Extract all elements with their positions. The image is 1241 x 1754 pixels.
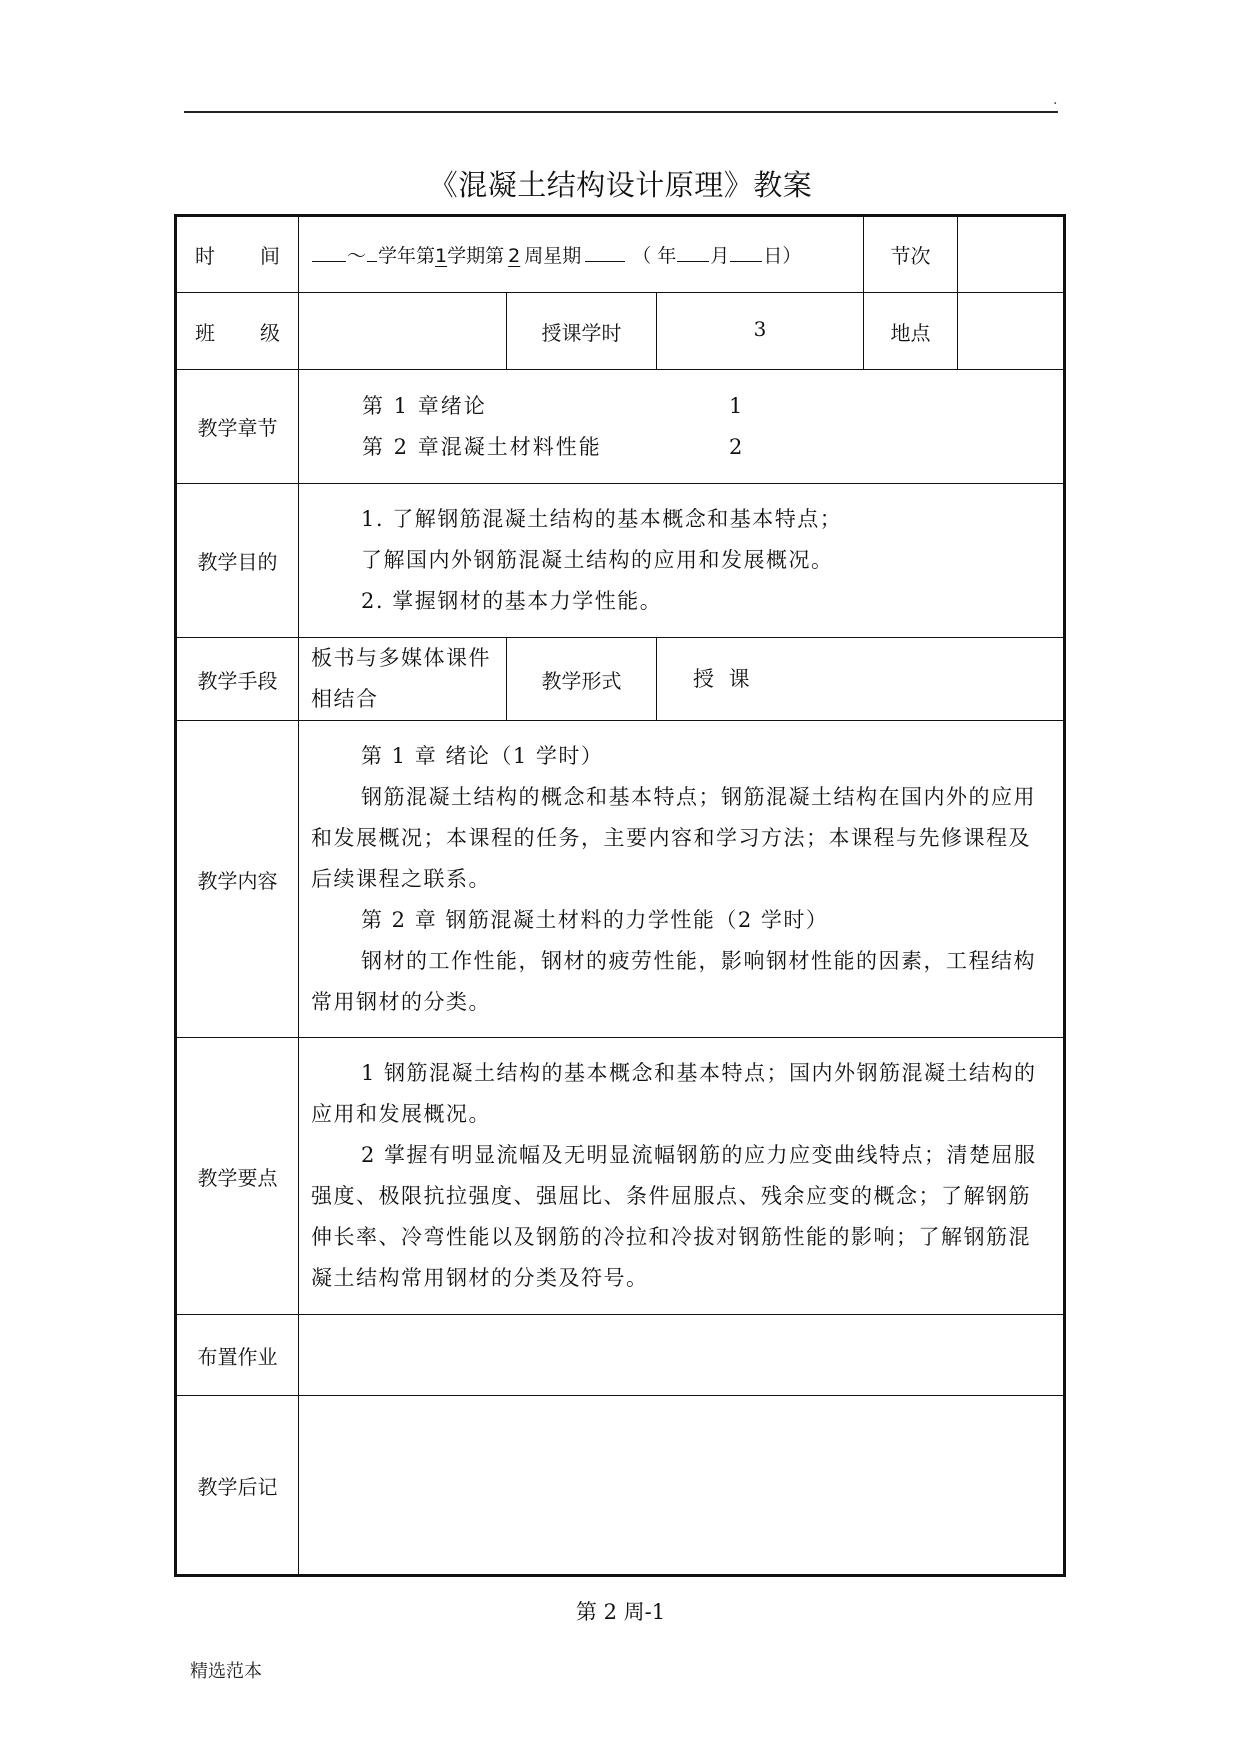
year-sep: ～	[347, 245, 367, 267]
form-text: 授 课	[693, 666, 754, 691]
goal-line: 1. 了解钢筋混凝土结构的基本概念和基本特点；	[361, 507, 843, 531]
class-value[interactable]	[299, 293, 507, 370]
chapters-value[interactable]	[299, 370, 1065, 484]
content-value[interactable]	[299, 721, 1065, 1038]
chapter-item	[299, 427, 1063, 468]
goal-line: 了解国内外钢筋混凝土结构的应用和发展概况。	[361, 548, 834, 572]
place-label: 地点	[864, 293, 958, 370]
time-label: 时 间	[176, 216, 299, 293]
row-homework	[176, 1315, 1065, 1396]
section-value[interactable]	[958, 216, 1065, 293]
year-start-blank	[312, 247, 346, 262]
homework-label: 布置作业	[176, 1315, 299, 1396]
notes-value[interactable]	[299, 1396, 1065, 1576]
row-content	[176, 721, 1065, 1038]
content-paragraph: 第 1 章 绪论（1 学时）	[361, 743, 604, 768]
goal-line: 2. 掌握钢材的基本力学性能。	[361, 589, 663, 613]
notes-label: 教学后记	[176, 1396, 299, 1576]
time-t6: 日）	[763, 245, 802, 267]
month-blank	[677, 247, 709, 262]
week-value: 2	[508, 245, 521, 267]
term-value: 1	[435, 245, 448, 267]
form-label: 教学形式	[507, 638, 657, 721]
chapter-title: 第 1 章绪论	[362, 393, 487, 418]
chapter-item	[299, 386, 1063, 427]
means-value[interactable]	[299, 638, 507, 721]
weekday-blank	[585, 247, 625, 262]
hours-label: 授课学时	[507, 293, 657, 370]
row-chapters	[176, 370, 1065, 484]
day-blank	[730, 247, 762, 262]
goals-value[interactable]	[299, 484, 1065, 638]
content-paragraph: 第 2 章 钢筋混凝土材料的力学性能（2 学时）	[361, 907, 829, 932]
time-t1: 学年第	[378, 245, 436, 267]
chapters-label: 教学章节	[176, 370, 299, 484]
content-paragraph: 钢筋混凝土结构的概念和基本特点；钢筋混凝土结构在国内外的应用和发展概况；本课程的任务，主要内容和学习方法；本课程与先修课程及后续课程之联系。	[311, 784, 1036, 891]
time-value[interactable]	[299, 216, 864, 293]
corner-note: 精选范本	[190, 1661, 262, 1682]
hours-value[interactable]: 3	[657, 293, 864, 370]
means-label: 教学手段	[176, 638, 299, 721]
row-keypoints	[176, 1038, 1065, 1315]
keypoints-label: 教学要点	[176, 1038, 299, 1315]
place-value[interactable]	[958, 293, 1065, 370]
time-t4: （ 年	[632, 245, 677, 267]
form-value[interactable]	[657, 638, 1065, 721]
row-goals	[176, 484, 1065, 638]
chapter-title: 第 2 章混凝土材料性能	[362, 434, 602, 459]
row-notes	[176, 1396, 1065, 1576]
header-rule	[184, 111, 1058, 113]
content-label: 教学内容	[176, 721, 299, 1038]
content-paragraph: 钢材的工作性能，钢材的疲劳性能，影响钢材性能的因素，工程结构常用钢材的分类。	[311, 948, 1036, 1014]
goals-label: 教学目的	[176, 484, 299, 638]
time-t2: 学期第	[447, 245, 505, 267]
keypoint-paragraph: 1 钢筋混凝土结构的基本概念和基本特点；国内外钢筋混凝土结构的应用和发展概况。	[311, 1061, 1037, 1126]
time-t3: 周星期	[524, 245, 582, 267]
chapter-hours: 1	[729, 393, 745, 418]
keypoint-paragraph: 2 掌握有明显流幅及无明显流幅钢筋的应力应变曲线特点；清楚屈服强度、极限抗拉强度、强屈比、条件屈服点、残余应变的概念；了解钢筋伸长率、冷弯性能以及钢筋的冷拉和冷拔对钢筋性能的影响；了解钢筋混凝土结构常用钢材的分类及符号。	[311, 1143, 1037, 1290]
homework-value[interactable]	[299, 1315, 1065, 1396]
row-means	[176, 638, 1065, 721]
chapter-hours: 2	[729, 434, 745, 459]
keypoints-value[interactable]	[299, 1038, 1065, 1315]
section-label: 节次	[864, 216, 958, 293]
row-time	[176, 216, 1065, 293]
row-class	[176, 293, 1065, 370]
class-label: 班 级	[176, 293, 299, 370]
means-text: 板书与多媒体课件相结合	[311, 646, 491, 711]
page-footer: 第 2 周-1	[575, 1600, 666, 1624]
lesson-plan-table	[174, 214, 1066, 1577]
header-dot: .	[1053, 92, 1058, 108]
time-t5: 月	[710, 245, 730, 267]
year-end-blank	[367, 247, 377, 262]
page-title: 《混凝土结构设计原理》教案	[428, 168, 813, 202]
